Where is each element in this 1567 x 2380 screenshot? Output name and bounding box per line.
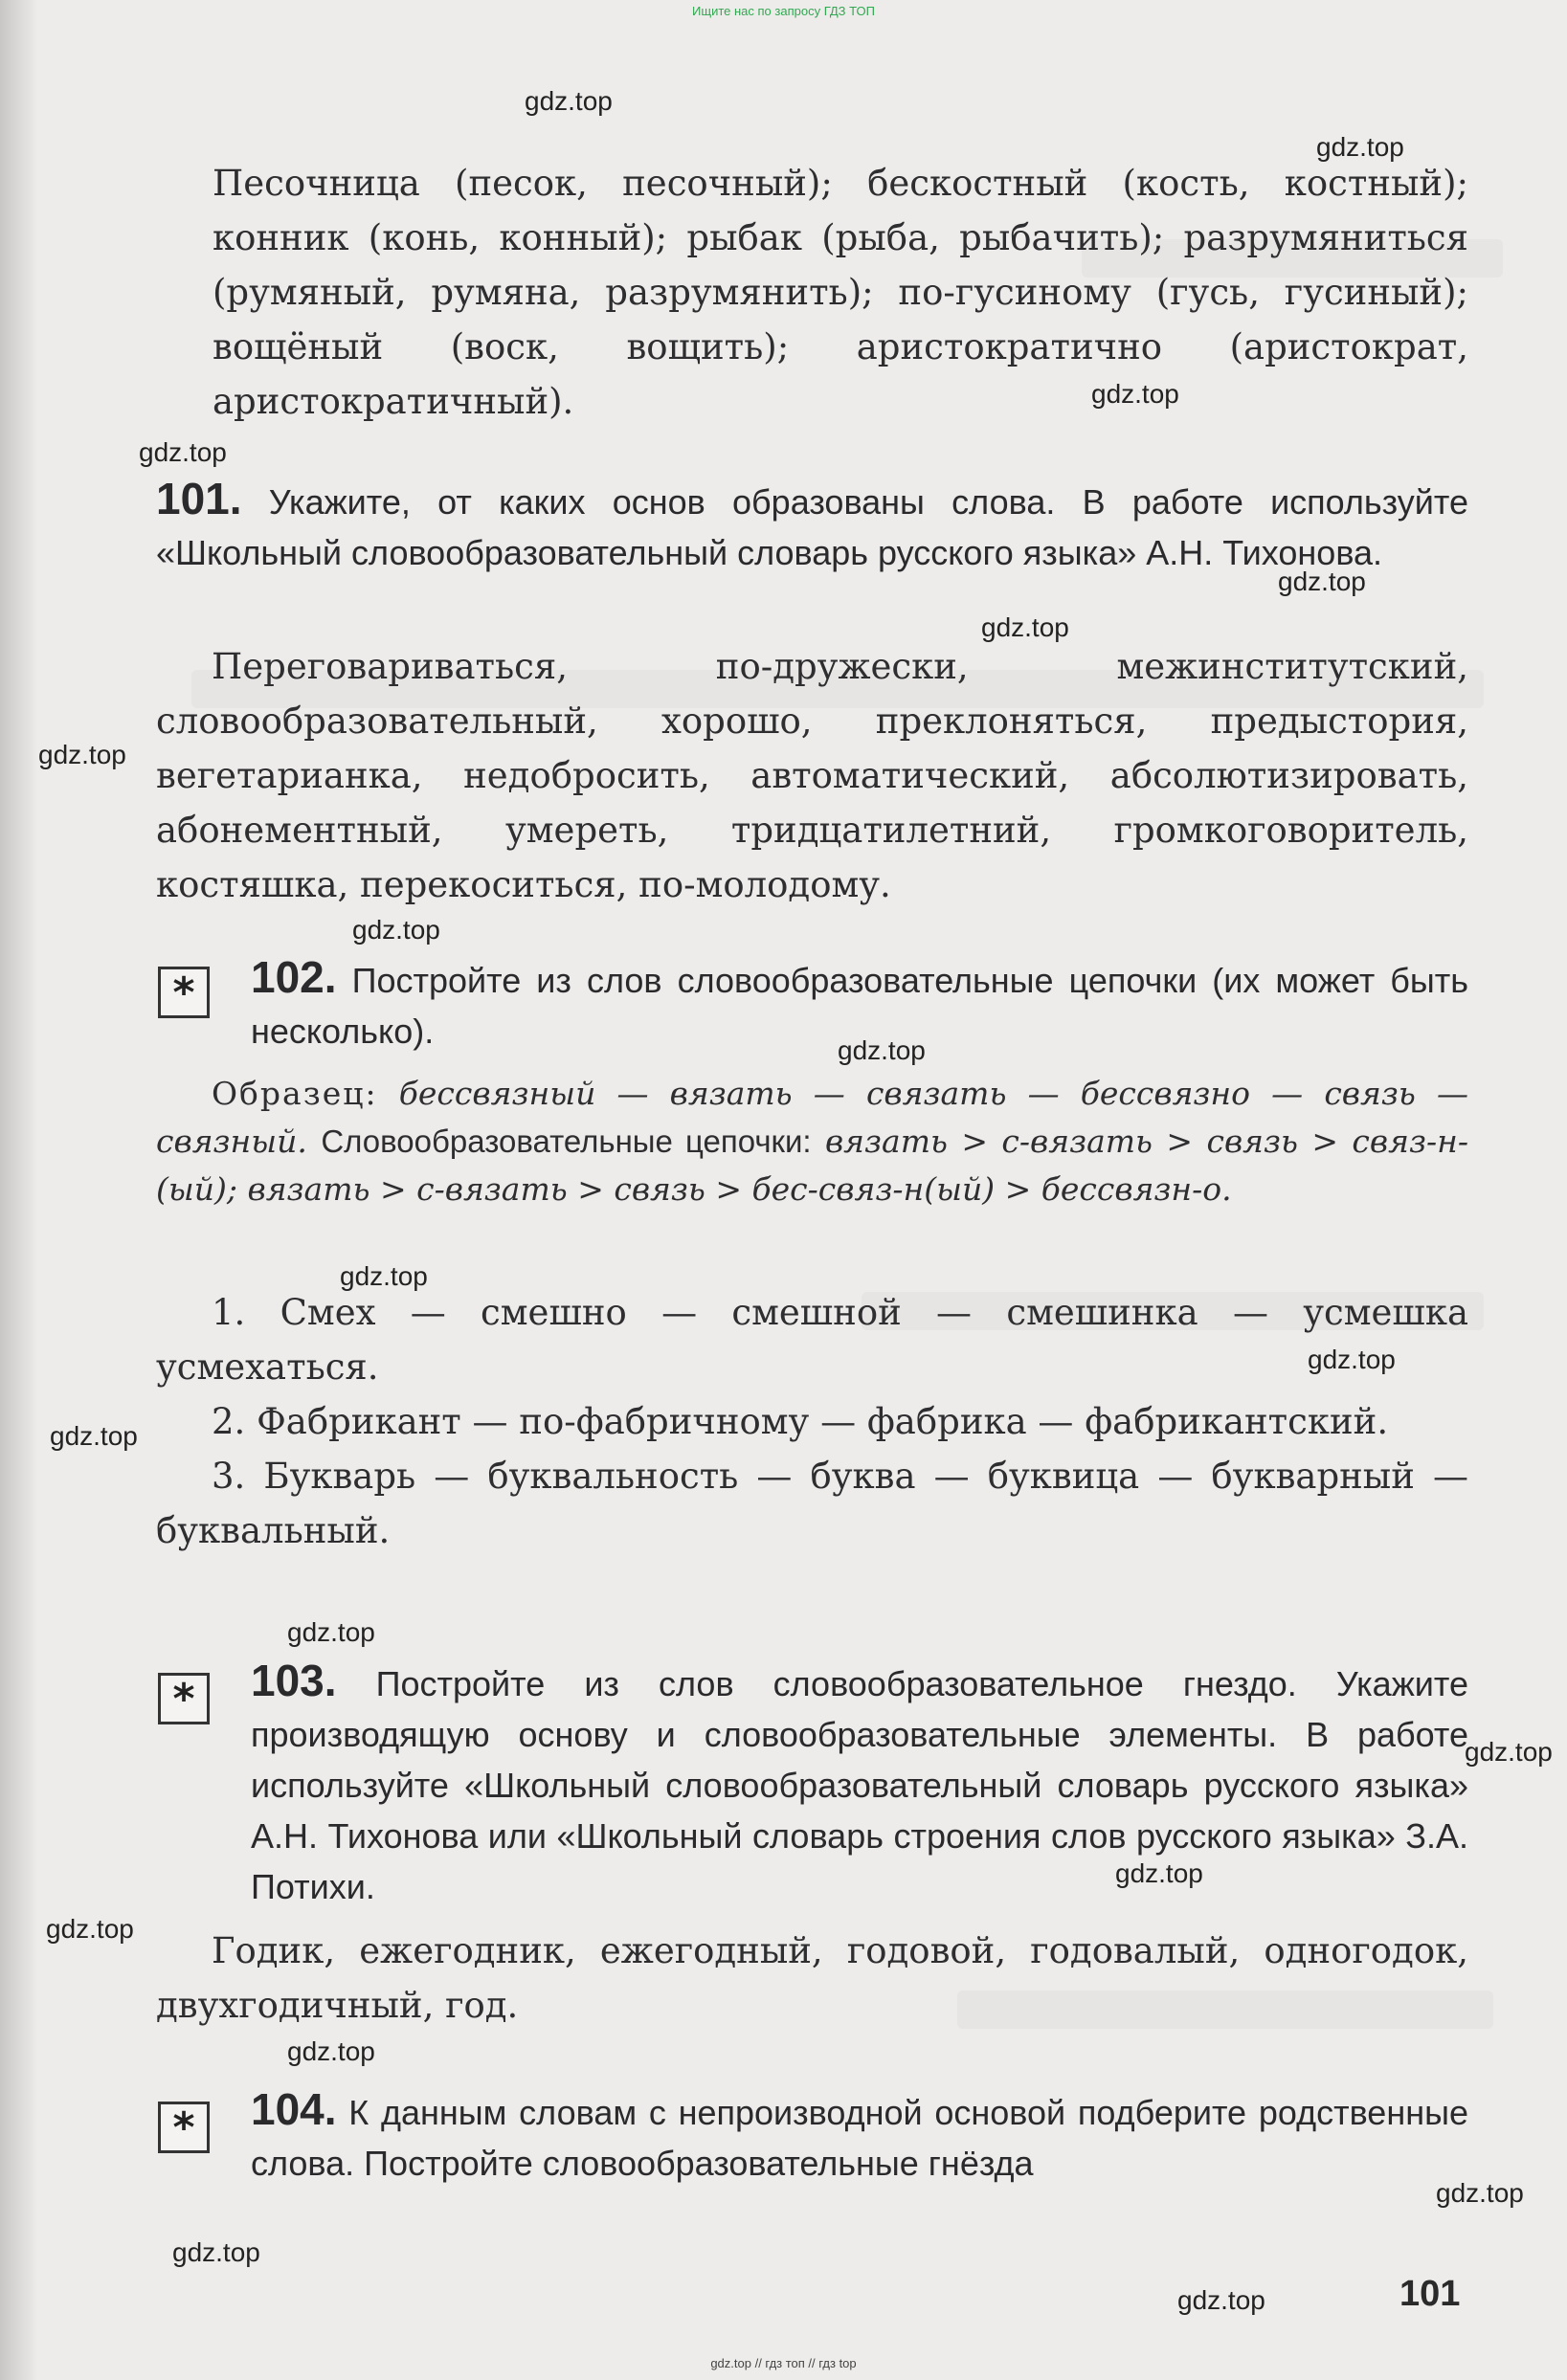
watermark: gdz.top: [1278, 567, 1366, 596]
watermark: gdz.top: [46, 1914, 134, 1944]
exercise-task-text: Постройте из слов словообразовательные цепочки (их может быть несколько).: [251, 961, 1468, 1051]
watermark: gdz.top: [525, 86, 613, 116]
exercise-103-task: [251, 1656, 1468, 1912]
watermark: gdz.top: [172, 2237, 260, 2267]
watermark: gdz.top: [340, 1261, 428, 1291]
exercise-102-items: [156, 1285, 1468, 1558]
exercise-101-words: Переговариваться, по-дружески, межинститутский, словообразовательный, хорошо, преклоняться, предыстория, вегетарианка, недобросить, автоматический, абсолютизировать, абонементный, умереть, тридцатилетний, громкоговоритель, костяшка, перекоситься, по-молодому.: [156, 646, 1468, 905]
exercise-task-text: К данным словам с непроизводной основой подберите родственные слова. Постройте словообразовательные гнёзда: [251, 2093, 1468, 2183]
bottom-banner: gdz.top // гдз топ // гдз top: [710, 2356, 857, 2370]
exercise-task-text: Постройте из слов словообразовательное гнездо. Укажите производящую основу и словообразовательные элементы. В работе используйте «Школьный словообразовательный словарь русского языка» А.Н. Тихонова или «Школьный словарь строения слов русского языка» З.А. Потихи.: [251, 1664, 1468, 1906]
asterisk-marker-icon: *: [158, 967, 210, 1018]
watermark: gdz.top: [1436, 2178, 1524, 2208]
intro-paragraph: Песочница (песок, песочный); бескостный (кость, костный); конник (конь, конный); рыбак (рыба, рыбачить); разрумяниться (румяный, румяна, разрумянить); по-гусиному (гусь, гусиный); вощёный (воск, вощить); аристократично (аристократ, аристократичный).: [213, 163, 1468, 422]
watermark: gdz.top: [38, 740, 126, 769]
page-number: 101: [1399, 2274, 1461, 2314]
exercise-task-text: Укажите, от каких основ образованы слова. В работе используйте «Школьный словообразовательный словарь русского языка» А.Н. Тихонова.: [156, 482, 1468, 572]
watermark: gdz.top: [1308, 1345, 1396, 1374]
watermark: gdz.top: [287, 1617, 375, 1647]
watermark: gdz.top: [1115, 1858, 1203, 1888]
watermark: gdz.top: [1465, 1737, 1553, 1767]
exercise-102-task: [251, 952, 1468, 1057]
watermark: gdz.top: [1091, 379, 1179, 409]
chains-label: Словообразовательные цепочки:: [321, 1123, 812, 1159]
list-item: 2. Фабрикант — по-фабричному — фабрика — фабрикантский.: [212, 1401, 1389, 1442]
watermark: gdz.top: [287, 2036, 375, 2066]
sample-label: Образец:: [212, 1075, 378, 1112]
watermark: gdz.top: [352, 915, 440, 945]
watermark: gdz.top: [1316, 132, 1404, 162]
watermark: gdz.top: [838, 1035, 926, 1065]
exercise-number: 102.: [251, 952, 337, 1002]
list-item: 1. Смех — смешно — смешной — смешинка — усмешка усмехаться.: [156, 1292, 1468, 1388]
list-item: 3. Букварь — буквальность — буква — буквица — букварный — буквальный.: [156, 1456, 1468, 1551]
asterisk-marker-icon: *: [158, 1673, 210, 1724]
sample-words: бессвязный — вязать — связать — бессвязно — связь — связный.: [156, 1075, 1468, 1160]
asterisk-marker-icon: *: [158, 2102, 210, 2153]
watermark: gdz.top: [1177, 2285, 1265, 2315]
exercise-103-words: Годик, ежегодник, ежегодный, годовой, годовалый, одногодок, двухгодичный, год.: [156, 1930, 1468, 2026]
exercise-104-task: [251, 2084, 1468, 2189]
page-edge-shadow: [0, 0, 38, 2380]
exercise-number: 103.: [251, 1656, 337, 1705]
exercise-number: 104.: [251, 2084, 337, 2134]
watermark: gdz.top: [139, 437, 227, 467]
top-banner: Ищите нас по запросу ГДЗ ТОП: [692, 4, 875, 18]
chains: вязать > с-вязать > связь > связ-н-(ый); вязать > с-вязать > связь > бес-связ-н(ый) > бессвязн-о.: [156, 1123, 1468, 1208]
exercise-101-task: [156, 474, 1468, 578]
watermark: gdz.top: [50, 1421, 138, 1451]
exercise-number: 101.: [156, 474, 242, 523]
exercise-102-sample: [156, 1070, 1468, 1213]
watermark: gdz.top: [981, 612, 1069, 642]
